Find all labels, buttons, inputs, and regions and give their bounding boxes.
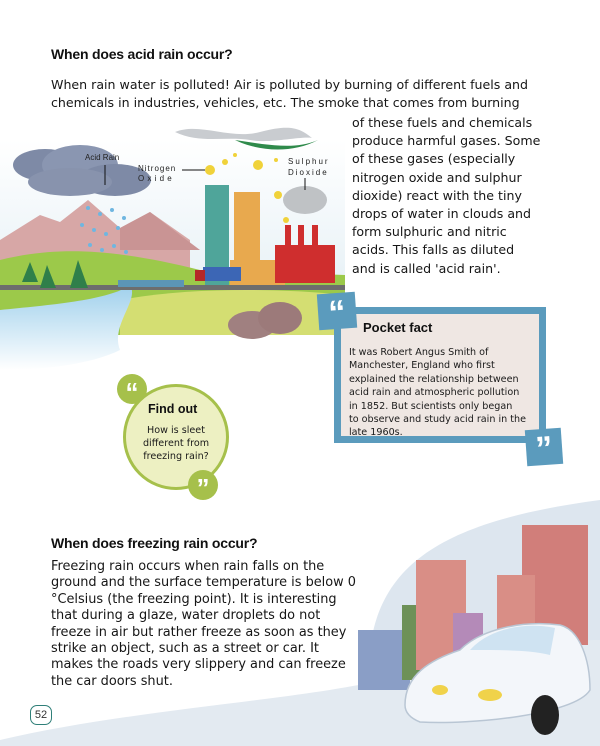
paragraph-acid-rain-intro — [51, 76, 581, 112]
open-quote-icon: “ — [317, 292, 357, 331]
acid-rain-illustration — [0, 110, 345, 370]
text-line: explained the relationship between — [349, 373, 519, 385]
text-line: of these gases (especially — [352, 151, 516, 167]
text-line: in 1852. But scientists only began — [349, 400, 513, 412]
smoke-trail — [175, 128, 312, 141]
find-out-title: Find out — [148, 402, 198, 416]
text-line: freezing rain? — [143, 451, 209, 463]
page-number: 52 — [30, 705, 52, 725]
paragraph-acid-rain-continued — [352, 114, 592, 278]
text-line: drops of water in clouds and — [352, 206, 532, 222]
text-line: makes the roads very slippery and can freeze — [51, 657, 346, 673]
heading-freezing-rain: When does freezing rain occur? — [51, 535, 258, 551]
text-line: that during a glaze, water droplets do not — [51, 608, 321, 624]
close-quote-icon: ” — [188, 470, 218, 500]
text-line: ground and the surface temperature is below 0 — [51, 575, 356, 591]
text-line: and is called 'acid rain'. — [352, 260, 501, 276]
text-line: form sulphuric and nitric — [352, 224, 507, 240]
text-line: different from — [142, 438, 210, 450]
text-line: produce harmful gases. Some — [352, 133, 541, 149]
text-line: to observe and study acid rain in the — [349, 414, 526, 426]
text-line: nitrogen oxide and sulphur — [352, 169, 522, 185]
paragraph-freezing-rain — [51, 559, 356, 690]
label-acid-rain: Acid Rain — [85, 153, 120, 162]
text-line: °Celsius (the freezing point). It is interesting — [51, 591, 337, 607]
truck — [203, 267, 241, 281]
heading-acid-rain: When does acid rain occur? — [51, 46, 233, 62]
pocket-fact-text — [349, 346, 544, 440]
text-line: acids. This falls as diluted — [352, 242, 515, 258]
label-oxide: Oxide — [138, 174, 175, 183]
bridge — [118, 280, 184, 287]
factory-smoke — [283, 186, 327, 214]
factory — [275, 245, 335, 283]
text-line: acid rain and atmospheric pollution — [349, 387, 520, 399]
text-line: freeze in air but rather freeze as soon as they — [51, 624, 347, 640]
text-line: When rain water is polluted! Air is polluted by burning of different fuels and — [51, 77, 529, 92]
text-line: It was Robert Angus Smith of — [349, 347, 489, 358]
text-line: late 1960s. — [349, 427, 403, 439]
text-line: dioxide) react with the tiny — [352, 187, 522, 203]
text-line: the car doors shut. — [51, 673, 173, 689]
text-line: How is sleet — [147, 425, 205, 436]
close-quote-icon: ” — [525, 428, 563, 466]
text-line: Manchester, England who first — [349, 360, 495, 372]
pocket-fact-title: Pocket fact — [363, 320, 433, 335]
text-line: of these fuels and chemicals — [352, 115, 533, 130]
label-nitrogen: Nitrogen — [138, 164, 177, 173]
find-out-question — [130, 424, 222, 464]
open-quote-icon: “ — [117, 374, 147, 404]
text-line: Freezing rain occurs when rain falls on the — [51, 559, 325, 574]
label-sulphur: Sulphur — [288, 157, 330, 166]
text-line: chemicals in industries, vehicles, etc. The smoke that comes from burning — [51, 95, 520, 111]
text-line: strike an object, such as a street or car. It — [51, 641, 319, 657]
label-dioxide: Dioxide — [288, 168, 329, 177]
